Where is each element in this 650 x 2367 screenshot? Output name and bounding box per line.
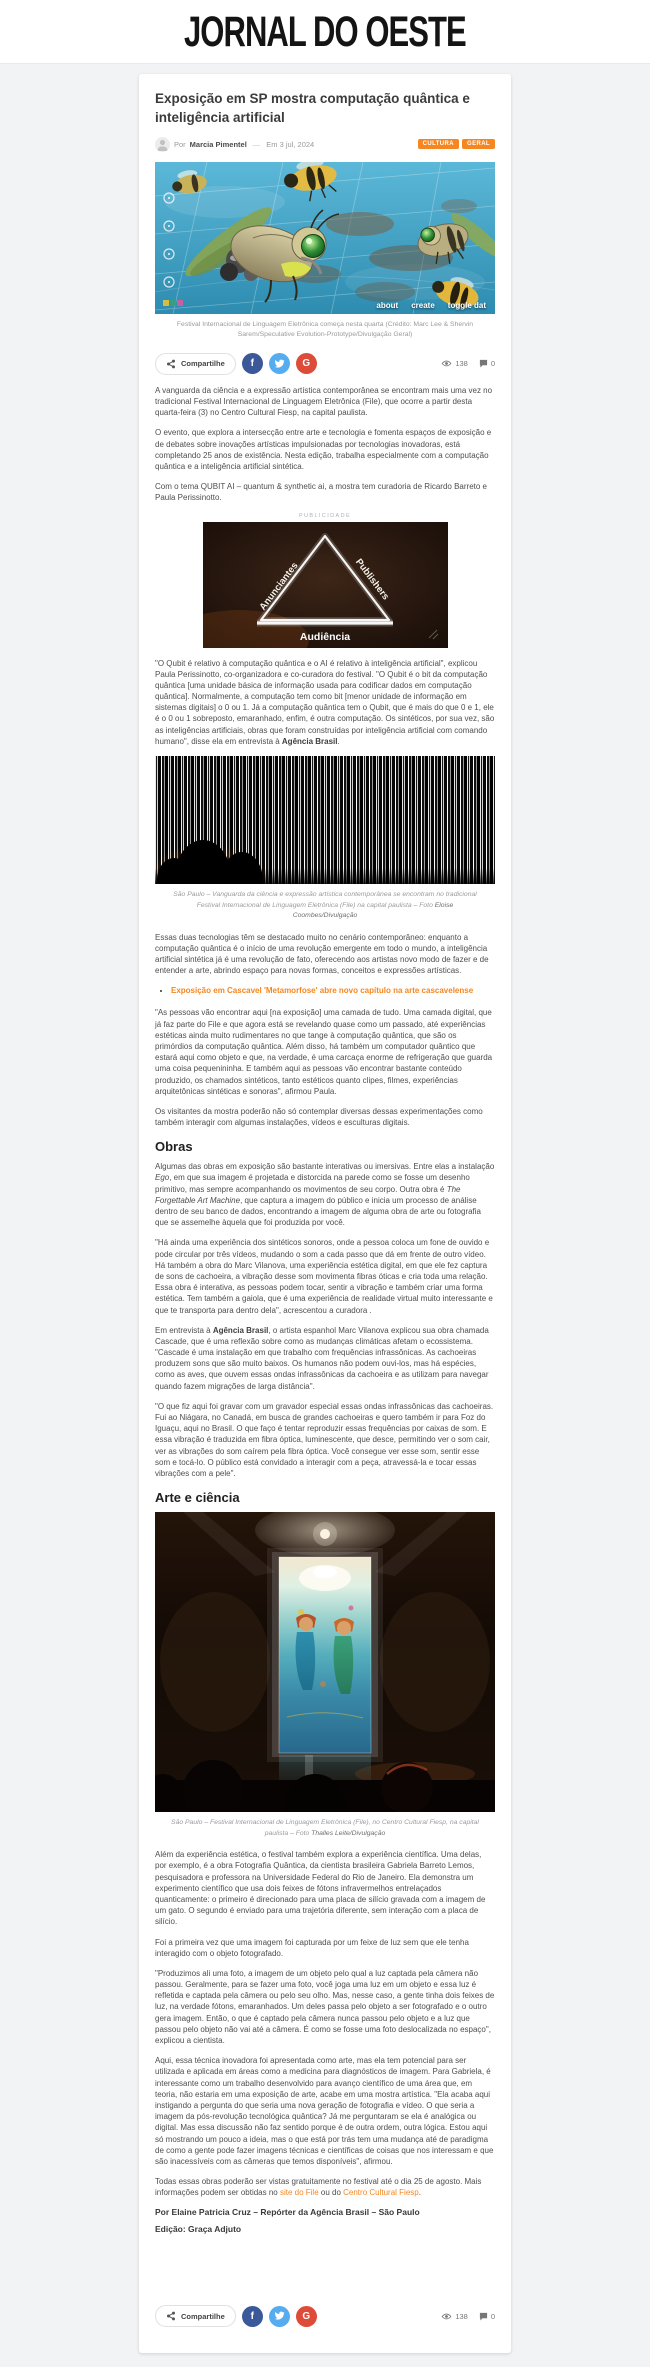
text-segment: Agência Brasil bbox=[212, 1325, 269, 1335]
views-count: 138 bbox=[441, 2312, 468, 2321]
photo-caption bbox=[167, 890, 483, 922]
text-segment: Edição: Graça Adjuto bbox=[155, 2224, 242, 2235]
text-segment: A vanguarda da ciência e a expressão artística contemporânea se encontram mais uma vez no tradicional Festival Internacional de Linguagem Eletrônica (File), que ocorre a partir desta quarta-feira (3) no Centro Cultural Fiesp, na capital paulista. bbox=[155, 385, 493, 418]
article-paragraph bbox=[155, 932, 495, 977]
site-logo[interactable]: JORNAL DO OESTE bbox=[184, 7, 466, 55]
text-segment: Por Elaine Patricia Cruz – Repórter da Agência Brasil – São Paulo bbox=[155, 2207, 420, 2218]
article-paragraph bbox=[155, 385, 495, 419]
tag-geral[interactable]: GERAL bbox=[462, 139, 495, 149]
text-segment: Agência Brasil bbox=[281, 736, 338, 746]
section-heading: Arte e ciência bbox=[155, 1490, 240, 1506]
article-paragraph bbox=[155, 1325, 495, 1392]
byline bbox=[155, 137, 495, 152]
site-header bbox=[0, 0, 650, 64]
twitter-button[interactable] bbox=[269, 353, 290, 374]
article-paragraph bbox=[155, 1968, 495, 2046]
text-segment: "Há ainda uma experiência dos sintéticos sonoros, onde a pessoa coloca um fone de ouvido e pode circular por três vídeos, mudando o som a cada passo que dá em frente de outro vídeo. Há também a obra do Marc Vilanova, uma experiência estética digital, em que ele fez captura de sons de cachoeira, a vibração desse som movimenta fibras óticas e cria toda uma relação. Essa obra é interativa, as pessoas podem tocar, sentir a vibração e também criar uma forma estética. Tem também a gaiola, que é uma experiência de realidade virtual muito interessante e que te transporta para dentro dela", acrescentou a curadora . bbox=[155, 1238, 493, 1315]
article-paragraph bbox=[155, 1106, 495, 1128]
ad-label-publishers: Publishers bbox=[352, 556, 391, 602]
text-segment: São Paulo – Vanguarda da ciência e expressão artística contemporânea se encontram no tradicional Festival Internacional de Linguagem Eletrônica (File) na capital paulista – Foto bbox=[173, 891, 477, 909]
article-card bbox=[139, 74, 511, 2353]
robot-bees-illustration bbox=[155, 162, 495, 314]
hero-caption: Festival Internacional de Linguagem Eletrônica começa nesta quarta (Crédito: Marc Lee & Shervin Sarem/Speculative Evolution-Prototype/Divulgação Geral) bbox=[176, 320, 474, 339]
text-segment: São Paulo – Festival Internacional de Linguagem Eletrônica (File), no Centro Cultural Fiesp, na capital paulista – Foto bbox=[171, 1819, 479, 1837]
share-label: Compartilhe bbox=[181, 359, 225, 369]
inline-link[interactable]: site do File bbox=[279, 2188, 319, 2198]
comments-count: 0 bbox=[479, 359, 495, 368]
author-avatar bbox=[155, 137, 170, 152]
eye-icon bbox=[441, 2313, 452, 2320]
article-paragraph bbox=[155, 427, 495, 472]
text-segment: The Forgettable Art Machine bbox=[155, 1184, 461, 1205]
google-plus-button[interactable]: G bbox=[296, 353, 317, 374]
twitter-bird-icon bbox=[274, 2311, 285, 2321]
text-segment: . bbox=[337, 736, 340, 746]
publish-date: Em 3 jul, 2024 bbox=[266, 139, 315, 149]
article-body bbox=[155, 385, 495, 2236]
article-paragraph bbox=[155, 2176, 495, 2198]
text-segment: , que captura a imagem do público e inicia um processo de análise dentro de seu banco de dados, encontrando a imagem de alguma obra de arte ou fotografia que se assemelhe àquela que foi produzida por você. bbox=[155, 1195, 482, 1228]
facebook-button[interactable]: f bbox=[242, 353, 263, 374]
article-paragraph bbox=[155, 1849, 495, 1927]
text-segment: O evento, que explora a intersecção entre arte e tecnologia e fomenta espaços de exposição e de debates sobre inovações artísticas impulsionadas por tecnologias inovadoras, está completando 25 anos de existência. Nesta edição, trabalha especialmente com a computação quântica e a inteligência artificial sintética. bbox=[155, 428, 492, 471]
hero-overlay-link: about bbox=[376, 300, 399, 310]
twitter-bird-icon bbox=[274, 359, 285, 369]
tag-cultura[interactable]: CULTURA bbox=[418, 139, 459, 149]
share-button[interactable] bbox=[155, 2305, 236, 2327]
fiber-curtain-photo bbox=[155, 756, 495, 884]
text-segment: Thalles Leite/Divulgação bbox=[311, 1829, 386, 1837]
photo-caption bbox=[167, 1818, 483, 1839]
section-heading: Obras bbox=[155, 1139, 193, 1155]
tag-list bbox=[418, 139, 495, 149]
related-links bbox=[171, 985, 495, 997]
text-segment: , o artista espanhol Marc Vilanova explicou sua obra chamada Cascade, que é uma reflexão sobre como as mudanças climáticas afetam o ecossistema. "Cascade é uma instalação em que trabalho com frequências infrassônicas. As cachoeiras produzem sons que são muito baixos. Os humanos não podem ouvi-los, mas há espécies, como as aves, que ouvem essas ondas infrassônicas da cachoeira e as utilizam para navegar quando fazem migrações de larga distância". bbox=[155, 1325, 489, 1391]
share-bar-top bbox=[155, 349, 495, 385]
hero-overlay-link: create bbox=[411, 300, 435, 310]
twitter-button[interactable] bbox=[269, 2306, 290, 2327]
photo-fade bbox=[155, 868, 495, 884]
article-paragraph bbox=[155, 481, 495, 503]
related-link[interactable]: Exposição em Cascavel 'Metamorfose' abre novo capítulo na arte cascavelense bbox=[171, 986, 474, 996]
screen-installation-photo bbox=[155, 1512, 495, 1839]
ad-label: PUBLICIDADE bbox=[298, 512, 352, 519]
text-segment: Em entrevista à bbox=[155, 1325, 213, 1335]
ad-label-audiencia: Audiência bbox=[299, 630, 350, 643]
byline-separator: — bbox=[252, 139, 261, 149]
share-bar-bottom bbox=[155, 2301, 495, 2337]
comment-icon bbox=[479, 2312, 488, 2321]
author-link[interactable]: Marcia Pimentel bbox=[189, 139, 247, 149]
text-segment: Aqui, essa técnica inovadora foi apresentada como arte, mas ela tem potencial para ser utilizada e aplicada em áreas como a medicina para diagnósticos de imagem. Para Gabriela, é interessante como um trabalho desenvolvido para avanço científico de uma área que, em teoria, não estaria em uma exposição de arte, acabe em uma mostra artística. "Ela acaba aqui instigando a pergunta do que seria uma nova geração de fotografia e vídeo. O que seria a imagem da pós-revolução tecnológica quântica? Já me perguntaram se ela é analógica ou digital. Mas essa discussão não faz sentido porque é de outra ordem, outra lógica. Estou aqui só mostrando um pouco a ideia, mas o que está por trás tem uma mudança até de paradigma de como a gente pode fazer imagens técnicas e científicas de coisas que nos interessam e que são inacessíveis com as câmeras que temos disponíveis", afirmou. bbox=[155, 2056, 494, 2166]
eye-icon bbox=[441, 360, 452, 367]
share-icon bbox=[166, 2311, 176, 2321]
share-label: Compartilhe bbox=[181, 2311, 225, 2321]
neon-triangle-ad bbox=[203, 522, 448, 648]
text-segment: Algumas das obras em exposição são bastante interativas ou imersivas. Entre elas a instalação bbox=[155, 1162, 495, 1172]
text-segment: , em que sua imagem é projetada e distorcida na parede como se fosse um desenho primitivo, mas sempre acompanhando os movimentos de seu corpo. Outra obra é bbox=[155, 1173, 470, 1194]
comment-icon bbox=[479, 359, 488, 368]
hero-image bbox=[155, 162, 495, 314]
hero-overlay-link: toggle dat bbox=[447, 300, 486, 310]
text-segment: "O que fiz aqui foi gravar com um gravador especial essas ondas infrassônicas das cachoeiras. Fui ao Niágara, no Canadá, em busca de grandes cachoeiras e quero também ir para Foz do Iguaçu, aqui no Brasil. O que faço é tentar reproduzir essas frequências por caixas de som. E essa vibração é traduzida em fibra óptica, luminescente, que desce, permitindo ver o som cair, ver as vibrações do som caírem pela fibra óptica. Você consegue ver esse som, sentir esse som e tocá-lo. O público está convidado a interagir com a peça, atravessá-la e tocar essas vibrações com a pele". bbox=[155, 1401, 494, 1478]
text-segment: ou do bbox=[318, 2188, 344, 2198]
article-paragraph bbox=[155, 1937, 495, 1959]
comments-count: 0 bbox=[479, 2312, 495, 2321]
text-segment: "As pessoas vão encontrar aqui [na exposição] uma camada de tudo. Uma camada digital, que já faz parte do File e que agora está se revelando quase como um passado, até experiências estéticas ainda muito rudimentares no que tange à computação quântica, que são os primórdios da computação quântica. Além disso, há também um computador quântico que estará aqui como objeto e que, na verdade, é uma carcaça enorme de refrigeração que guarda uma coisa pequenininha. E também aqui as pessoas vão encontrar bastante conteúdo produzido, os chamados sintéticos, tanto estéticos quanto clipes, filmes, experiências arquitetônicas sintéticas e sonoras", afirmou Paula. bbox=[155, 1008, 493, 1096]
advertisement-image bbox=[203, 522, 448, 648]
article-paragraph bbox=[155, 1401, 495, 1479]
text-segment: . bbox=[418, 2188, 421, 2198]
facebook-button[interactable]: f bbox=[242, 2306, 263, 2327]
text-segment: Além da experiência estética, o festival também explora a experiência científica. Uma delas, por exemplo, é a obra Fotografia Quântica, da cientista brasileira Gabriela Barreto Lemos, pesquisadora e professora na Universidade Federal do Rio de Janeiro. Ela demonstra um experimento científico que usa dois feixes de fótons infravermelhos entrelaçados quanticamente: o primeiro é direcionado para uma placa de silício gravada com a imagem de um gato. O segundo é enviado para uma trajetória diferente, sem interação com a placa de silício. bbox=[155, 1850, 486, 1927]
installation-photo bbox=[155, 756, 495, 922]
person-icon bbox=[155, 137, 170, 152]
text-segment: "Produzimos ali uma foto, a imagem de um objeto pelo qual a luz captada pela câmera não passou. Geralmente, para se fazer uma foto, você joga uma luz em um objeto e essa luz é refletida e captada pela câmera ou pelo seu olho. Mas, nesse caso, a gente tinha dois feixes de luz, na verdade fótons, emaranhados. Um deles passa pelo objeto a ser fotografado e o outro gera imagem. Então, o que é captado pela câmera nunca passou pelo objeto e a luz que passou pelo objeto não vai até a câmera. É como se fosse uma foto deslocalizada no espaço", explicou a cientista. bbox=[155, 1968, 495, 2045]
text-segment: Foi a primeira vez que uma imagem foi capturada por um feixe de luz sem que ele tenha interagido com o objeto fotografado. bbox=[155, 1937, 469, 1958]
article-paragraph bbox=[155, 1237, 495, 1315]
text-segment: Todas essas obras poderão ser vistas gratuitamente no festival até o dia 25 de agosto. Mais informações podem ser obtidas no bbox=[155, 2177, 482, 2198]
article-paragraph bbox=[155, 2055, 495, 2167]
article-paragraph bbox=[155, 658, 495, 748]
article-stats bbox=[441, 2312, 495, 2321]
text-segment: Essas duas tecnologias têm se destacado muito no cenário contemporâneo: enquanto a computação quântica é o início de uma revolução emergente em todo o mundo, a inteligência artificial sintética já é uma revolução de fato, oferecendo aos artistas novo modo de fazer e de entender a arte, abrindo espaço para novas formas, conceitos e expressões artísticas. bbox=[155, 932, 489, 976]
article-paragraph bbox=[155, 1161, 495, 1228]
spacer bbox=[155, 2241, 495, 2301]
byline-prefix: Por bbox=[174, 139, 186, 149]
author-signature bbox=[155, 2207, 495, 2219]
ad-label-anunciantes: Anunciantes bbox=[256, 559, 301, 613]
text-segment: Os visitantes da mostra poderão não só contemplar diversas dessas experimentações como também interagir com algumas instalações, vídeos e esculturas digitais. bbox=[155, 1106, 483, 1128]
share-button[interactable] bbox=[155, 353, 236, 375]
video-screen-photo bbox=[155, 1512, 495, 1812]
editor-signature bbox=[155, 2224, 495, 2236]
article-stats bbox=[441, 359, 495, 368]
text-segment: Ego bbox=[155, 1173, 170, 1183]
inline-link[interactable]: Centro Cultural Fiesp bbox=[343, 2188, 419, 2198]
text-segment: Com o tema QUBIT AI – quantum & synthetic ai, a mostra tem curadoria de Ricardo Barreto e Paula Perissinotto. bbox=[155, 482, 487, 503]
share-icon bbox=[166, 359, 176, 369]
views-count: 138 bbox=[441, 359, 468, 368]
article-title: Exposição em SP mostra computação quântica e inteligência artificial bbox=[155, 91, 470, 125]
google-plus-button[interactable]: G bbox=[296, 2306, 317, 2327]
text-segment: Eloise Coombes/Divulgação bbox=[292, 901, 454, 920]
text-segment: "O Qubit é relativo à computação quântica e o AI é relativo à inteligência artificial", explicou Paula Perissinotto, co-organizadora e co-curadora do festival. "O Qubit é o bit da computação quântica [uma unidade básica de informação usada para codificar dados em computação quântica]. Normalmente, a computação tem como bit [menor unidade de informação em sistemas digitais] o 0 ou 1. Já a computação quântica tem o Qubit, que é mais do que 0 e 1, ele é o 0 ou 1 sobreposto, emaranhado, enfim, é outra computação. Os sintéticos, por sua vez, são as inteligências artificiais, obras que foram construídas por inteligência artificial com comando humano", disse ela em entrevista à bbox=[155, 658, 495, 746]
hero-overlay-nav bbox=[376, 301, 486, 310]
article-paragraph bbox=[155, 1007, 495, 1097]
